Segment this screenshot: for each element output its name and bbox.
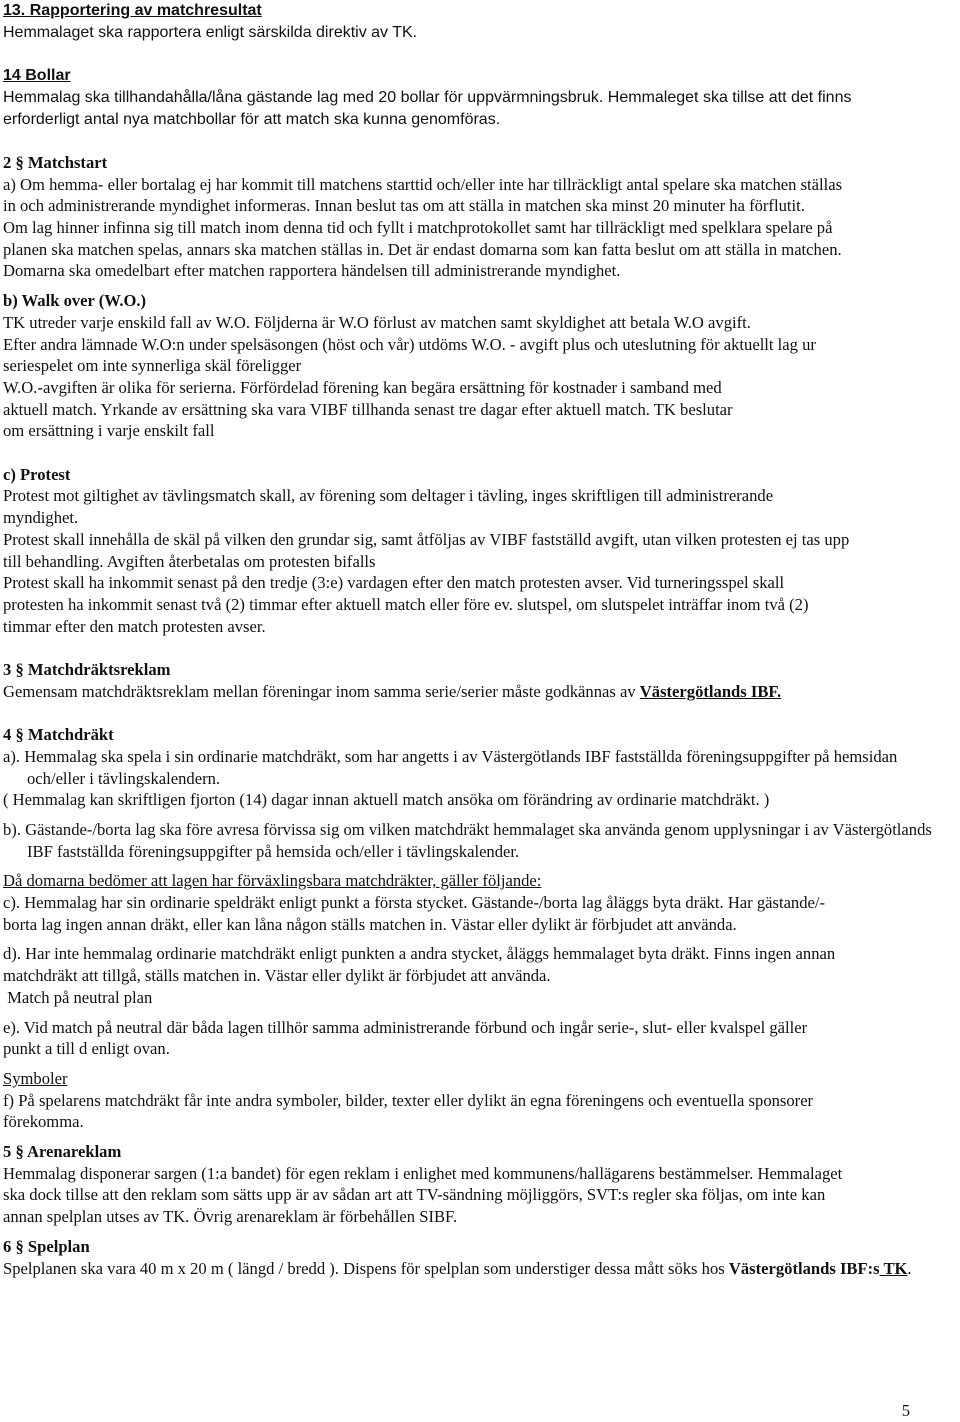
section-13-text: Hemmalaget ska rapportera enligt särskilda direktiv av TK. [3, 23, 418, 41]
committee-abbrev: TK [879, 1258, 908, 1278]
section-match-kit [3, 724, 955, 1133]
paragraph-line: protesten ha inkommit senast två (2) timmar efter aktuell match eller före ev. slutspel, om slutspelet inträffar inom två (2) [3, 594, 809, 614]
section-13-heading: 13. Rapportering av matchresultat [3, 2, 262, 19]
playing-field-heading: 6 § Spelplan [3, 1236, 90, 1256]
paragraph-line: ska dock tillse att den reklam som sätts upp är av sådan art att TV-sändning möjliggörs, SVT:s regler ska följas, om inte kan [3, 1185, 826, 1205]
paragraph-line: Efter andra lämnade W.O:n under spelsäsongen (höst och vår) utdöms W.O. - avgift plus och uteslutning för aktuellt lag ur [3, 334, 816, 354]
paragraph-line: f) På spelarens matchdräkt får inte andra symboler, bilder, texter eller dylikt än egna föreningens och eventuella sponsorer [3, 1090, 814, 1110]
section-14-line: erforderligt antal nya matchbollar för att match ska kunna genomföras. [3, 110, 501, 128]
paragraph-line: seriespelet om inte synnerliga skäl föreligger [3, 356, 302, 376]
paragraph-line [3, 681, 955, 703]
paragraph-line: W.O.-avgiften är olika för serierna. Förfördelad förening kan begära ersättning för kostnader i samband med [3, 377, 722, 397]
organization-name: Västergötlands IBF. [639, 681, 782, 701]
paragraph-line: matchdräkt att tillgå, ställs matchen in. Västar eller dylikt är förbjudet att använda. [3, 966, 551, 986]
section-13 [3, 0, 955, 130]
page-number: 5 [901, 1401, 910, 1420]
paragraph-line: Protest skall ha inkommit senast på den tredje (3:e) vardagen efter den match protesten avser. Vid turneringsspel skall [3, 573, 785, 593]
paragraph-line: c). Hemmalag har sin ordinarie speldräkt enligt punkt a första stycket. Gästande-/borta lag åläggs byta dräkt. Har gästande/- [3, 893, 826, 913]
organization-name: Västergötlands IBF:s [728, 1258, 880, 1278]
symbols-heading: Symboler [3, 1068, 68, 1088]
section-14-heading: 14 Bollar [3, 67, 71, 85]
matchstart-heading: 2 § Matchstart [3, 152, 108, 172]
walkover-heading: b) Walk over (W.O.) [3, 291, 147, 311]
paragraph-text: Spelplanen ska vara 40 m x 20 m ( längd / bredd ). Dispens för spelplan som understiger dessa mått söks hos [3, 1258, 729, 1278]
match-kit-heading: 4 § Matchdräkt [3, 725, 114, 745]
paragraph-line: aktuell match. Yrkande av ersättning ska vara VIBF tillhanda senast tre dagar efter aktuell match. TK beslutar [3, 399, 733, 419]
paragraph-line: Protest skall innehålla de skäl på vilken den grundar sig, samt åtföljas av VIBF fastställd avgift, utan vilken protesten ej tas upp [3, 529, 850, 549]
sentence-end: . [907, 1258, 912, 1278]
paragraph: ( Hemmalag kan skriftligen fjorton (14) dagar innan aktuell match ansöka om förändring av ordinarie matchdräkt. ) [3, 790, 770, 810]
paragraph-line: planen ska matchen spelas, annars ska matchen ställas in. Det är endast domarna som kan fatta beslut om att ställa in matchen. [3, 239, 842, 259]
paragraph: a). Hemmalag ska spela i sin ordinarie matchdräkt, som har angetts i av Västergötlands IBF fastställda föreningsuppgifter på hemsidan och/eller i tävlingskalendern. [3, 746, 898, 788]
section-arena-advertising [3, 1141, 955, 1228]
paragraph [3, 1258, 955, 1280]
paragraph-line: Hemmalag disponerar sargen (1:a bandet) för egen reklam i enlighet med kommunens/hallägarens bestämmelser. Hemmalaget [3, 1163, 843, 1183]
paragraph-line: om ersättning i varje enskilt fall [3, 421, 215, 441]
paragraph-line: till behandling. Avgiften återbetalas om protesten bifalls [3, 551, 376, 571]
paragraph-line: förekomma. [3, 1112, 84, 1132]
section-matchstart [3, 152, 955, 637]
paragraph-line: Protest mot giltighet av tävlingsmatch skall, av förening som deltager i tävling, inges skriftligen till administrerande [3, 486, 774, 506]
paragraph-line: d). Har inte hemmalag ordinarie matchdräkt enligt punkten a andra stycket, åläggs hemmalaget byta dräkt. Finns ingen annan [3, 944, 836, 964]
protest-heading: c) Protest [3, 464, 71, 484]
arena-advertising-heading: 5 § Arenareklam [3, 1142, 122, 1162]
paragraph: b). Gästande-/borta lag ska före avresa förvissa sig om vilken matchdräkt hemmalaget ska använda genom upplysningar i av Västergötlands IBF fastställda föreningsuppgifter på hemsida och/eller i tävlingskalender. [3, 819, 932, 861]
paragraph-line: punkt a till d enligt ovan. [3, 1039, 170, 1059]
paragraph-line: e). Vid match på neutral där båda lagen tillhör samma administrerande förbund och ingår serie-, slut- eller kvalspel gäller [3, 1017, 808, 1037]
jersey-advertising-heading: 3 § Matchdräktsreklam [3, 660, 171, 680]
paragraph-line: annan spelplan utses av TK. Övrig arenareklam är förbehållen SIBF. [3, 1207, 458, 1227]
kit-conflict-heading: Då domarna bedömer att lagen har förväxlingsbara matchdräkter, gäller följande: [3, 871, 542, 891]
paragraph-line: borta lag ingen annan dräkt, eller kan låna någon ställs matchen in. Västar eller dylikt är förbjudet att använda. [3, 914, 737, 934]
paragraph-line: Domarna ska omedelbart efter matchen rapportera händelsen till administrerande myndighet. [3, 261, 621, 281]
paragraph-line: Om lag hinner infinna sig till match inom denna tid och fyllt i matchprotokollet samt har tillräckligt med spelklara spelare på [3, 218, 833, 237]
paragraph-line: timmar efter den match protesten avser. [3, 616, 266, 636]
paragraph-line: in och administrerande myndighet informeras. Innan beslut tas om att ställa in matchen ska minst 20 minuter ha förflutit. [3, 196, 805, 216]
paragraph-line: a) Om hemma- eller bortalag ej har kommit till matchens starttid och/eller inte har tillräckligt antal spelare ska matchen ställas [3, 174, 843, 194]
section-jersey-advertising [3, 659, 955, 702]
neutral-venue-label: Match på neutral plan [3, 987, 153, 1007]
section-14-line: Hemmalag ska tillhandahålla/låna gästande lag med 20 bollar för uppvärmningsbruk. Hemmaleget ska tillse att det finns [3, 88, 852, 106]
paragraph-line: TK utreder varje enskild fall av W.O. Följderna är W.O förlust av matchen samt skyldighet att betala W.O avgift. [3, 312, 751, 332]
document-page [3, 0, 955, 1279]
paragraph-line: myndighet. [3, 508, 79, 528]
paragraph-text: Gemensam matchdräktsreklam mellan föreningar inom samma serie/serier måste godkännas av [3, 681, 640, 701]
section-playing-field [3, 1236, 955, 1279]
